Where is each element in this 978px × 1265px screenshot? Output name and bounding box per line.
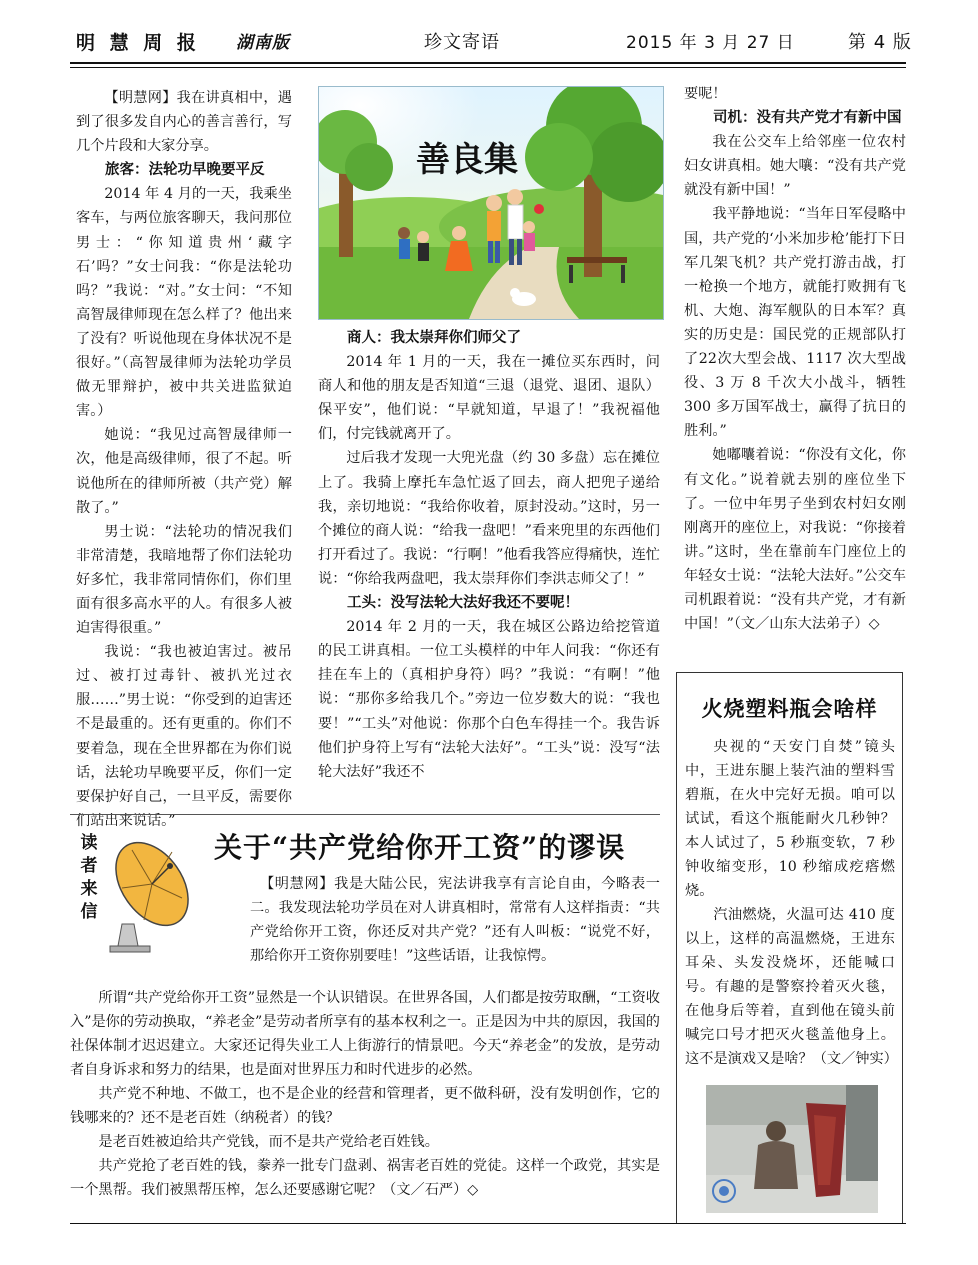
sidebar-title: 火烧塑料瓶会啥样	[701, 696, 878, 721]
letter-intro	[250, 872, 660, 968]
paragraph: 她说：“我见过高智晟律师一次，他是高级律师，很了不起。听说他所在的律师所被（共产党）解散了。”	[76, 427, 292, 516]
middle-column	[318, 326, 660, 784]
paragraph: 共产党抢了老百姓的钱，豢养一批专门盘剥、祸害老百姓的党徒。这样一个政党，其实是一个黑帮。我们被黑帮压榨，怎么还要感谢它呢？（文／石严）◇	[70, 1158, 660, 1198]
intro-paragraph: 【明慧网】我在讲真相中，遇到了很多发自内心的善言善行，写几个片段和大家分享。	[76, 90, 292, 155]
paragraph: 她嘟囔着说：“你没有文化，你有文化。”说着就去别的座位坐下了。一位中年男子坐到农村妇女刚刚离开的座位上，对我说：“你接着讲。”这时，坐在靠前车门座位上的年轻女士说：“法轮大法好。”公交车司机跟着说：“没有共产党，才有新中国！”（文／山东大法弟子）◇	[684, 447, 906, 633]
sidebar-text	[685, 735, 898, 1071]
left-column	[76, 86, 292, 833]
kindness-illustration	[318, 86, 664, 320]
paragraph: 我说：“我也被迫害过。被吊过、被打过毒针、被扒光过衣服……”男士说：“你受到的迫害还不是最重的。还有更重的。你们不要着急，现在全世界都在为你们说话，法轮功早晚要平反，你们一定要保护好自己，一旦平反，需要你们站出来说话。”	[76, 644, 292, 829]
section-heading-merchant: 商人：我太崇拜你们师父了	[347, 330, 521, 346]
paragraph: 【明慧网】我是大陆公民，宪法讲我享有言论自由，今略表一二。我发现法轮功学员在对人讲真相时，常常有人这样指责：“共产党给你开工资，你还反对共产党？”还有人叫板：“说党不好，那给你开工资你别要哇！”这些话语，让我惊愕。	[250, 876, 660, 964]
paragraph: 男士说：“法轮功的情况我们非常清楚，我暗地帮了你们法轮功好多忙，我非常同情你们，你们里面有很多高水平的人。有很多人被迫害得很重。”	[76, 523, 292, 637]
paragraph-continued: 要呢！	[684, 86, 727, 102]
section-heading-driver: 司机：没有共产党才有新中国	[713, 110, 902, 127]
illustration-title: 善良集	[416, 140, 518, 180]
section-heading-foreman: 工头：没写法轮大法好我还不要呢！	[347, 595, 579, 612]
section-label: 珍文寄语	[424, 32, 500, 53]
sidebar-box	[676, 672, 903, 1224]
paragraph: 2014 年 1 月的一天，我在一摊位买东西时，问商人和他的朋友是否知道“三退（退党、退团、退队）保平安”，他们说：“早就知道，早退了！”我祝福他们，付完钱就离开了。	[318, 354, 660, 443]
tiananmen-photo	[706, 1085, 878, 1213]
paper-name: 明 慧 周 报	[76, 32, 200, 54]
paragraph: 2014 年 2 月的一天，我在城区公路边给挖管道的民工讲真相。一位工头模样的中年人问我：“你还有挂在车上的（真相护身符）吗？”我说：“有啊！”他说：“那你多给我几个。”旁边一位岁数大的说：“我也要！”“工头”对他说：你那个白色车得挂一个。我告诉他们护身符上写有“法轮大法好”。“工头”说：没写“法轮大法好”我还不	[318, 619, 660, 780]
page-number: 第 4 版	[848, 32, 912, 53]
paragraph: 过后我才发现一大兜光盘（约 30 多盘）忘在摊位上了。我骑上摩托车急忙返了回去，商人把兜子递给我，亲切地说：“我给你收着，原封没动。”这时，另一个摊位的商人说：“给我一盘吧！”看来兜里的东西他们打开看过了。我说：“行啊！”他看我答应得痛快，连忙说：“你给我两盘吧，我太崇拜你们李洪志师父了！”	[318, 450, 660, 587]
paragraph: 汽油燃烧，火温可达 410 度以上，这样的高温燃烧，王进东耳朵、头发没烧坏，还能喊口号。有趣的是警察拎着灭火毯，在他身后等着，直到他在镜头前喊完口号才把灭火毯盖他身上。这不是演戏又是啥？（文／钟实）	[685, 907, 898, 1067]
satellite-dish-icon	[104, 828, 190, 956]
paragraph: 2014 年 4 月的一天，我乘坐客车，与两位旅客聊天，我问那位男士：“你知道贵州‘藏字石’吗？”女士问我：“你是法轮功吗？”我说：“对。”女士问：“不知高智晟律师现在怎么样了？他出来了没有？听说他现在身体状况不是很好。”（高智晟律师为法轮功学员做无罪辩护，被中共关进监狱迫害。）	[76, 186, 292, 420]
paragraph: 是老百姓被迫给共产党钱，而不是共产党给老百姓钱。	[98, 1134, 439, 1150]
paragraph: 央视的“天安门自焚”镜头中，王进东腿上装汽油的塑料雪碧瓶，在火中完好无损。咱可以试试，看这个瓶能耐火几秒钟？本人试过了，5 秒瓶变软，7 秒钟收缩变形，10 秒缩成疙瘩燃烧。	[685, 739, 895, 899]
paragraph: 共产党不种地、不做工，也不是企业的经营和管理者，更不做科研，没有发明创作，它的钱哪来的？还不是老百姓（纳税者）的钱？	[70, 1086, 660, 1126]
section-divider	[70, 814, 660, 815]
right-column	[684, 82, 906, 636]
header-rule-thin	[70, 67, 906, 68]
header-rule	[70, 62, 906, 64]
section-heading-traveler: 旅客：法轮功早晚要平反	[105, 162, 265, 179]
letter-title: 关于“共产党给你开工资”的谬误	[214, 831, 626, 864]
edition-label: 湖南版	[236, 33, 290, 53]
paragraph: 我平静地说：“当年日军侵略中国，共产党的‘小米加步枪’能打下日军几架飞机？共产党打游击战，打一枪换一个地方，就能打败拥有飞机、大炮、海军舰队的日本军？真实的历史是：国民党的正规部队打了22次大型会战、1117 次大型战役、3 万 8 千次大小战斗，牺牲 300 多万国军战士，赢得了抗日的胜利。”	[684, 206, 906, 440]
letter-body	[70, 986, 660, 1202]
issue-date: 2015 年 3 月 27 日	[626, 33, 795, 53]
paragraph: 所谓“共产党给你开工资”显然是一个认识错误。在世界各国，人们都是按劳取酬，“工资收入”是你的劳动换取，“养老金”是劳动者所享有的基本权利之一。正是因为中共的原因，我国的社保体制才迟迟建立。大家还记得失业工人上街游行的情景吧。今天“养老金”的发放，是劳动者自身诉求和努力的结果，也是面对世界压力和时代进步的必然。	[70, 990, 660, 1078]
readers-letter-label: 读者来信	[80, 833, 98, 922]
footer-rule	[70, 1223, 906, 1224]
paragraph: 我在公交车上给邻座一位农村妇女讲真相。她大嚷：“没有共产党就没有新中国！”	[684, 134, 906, 199]
